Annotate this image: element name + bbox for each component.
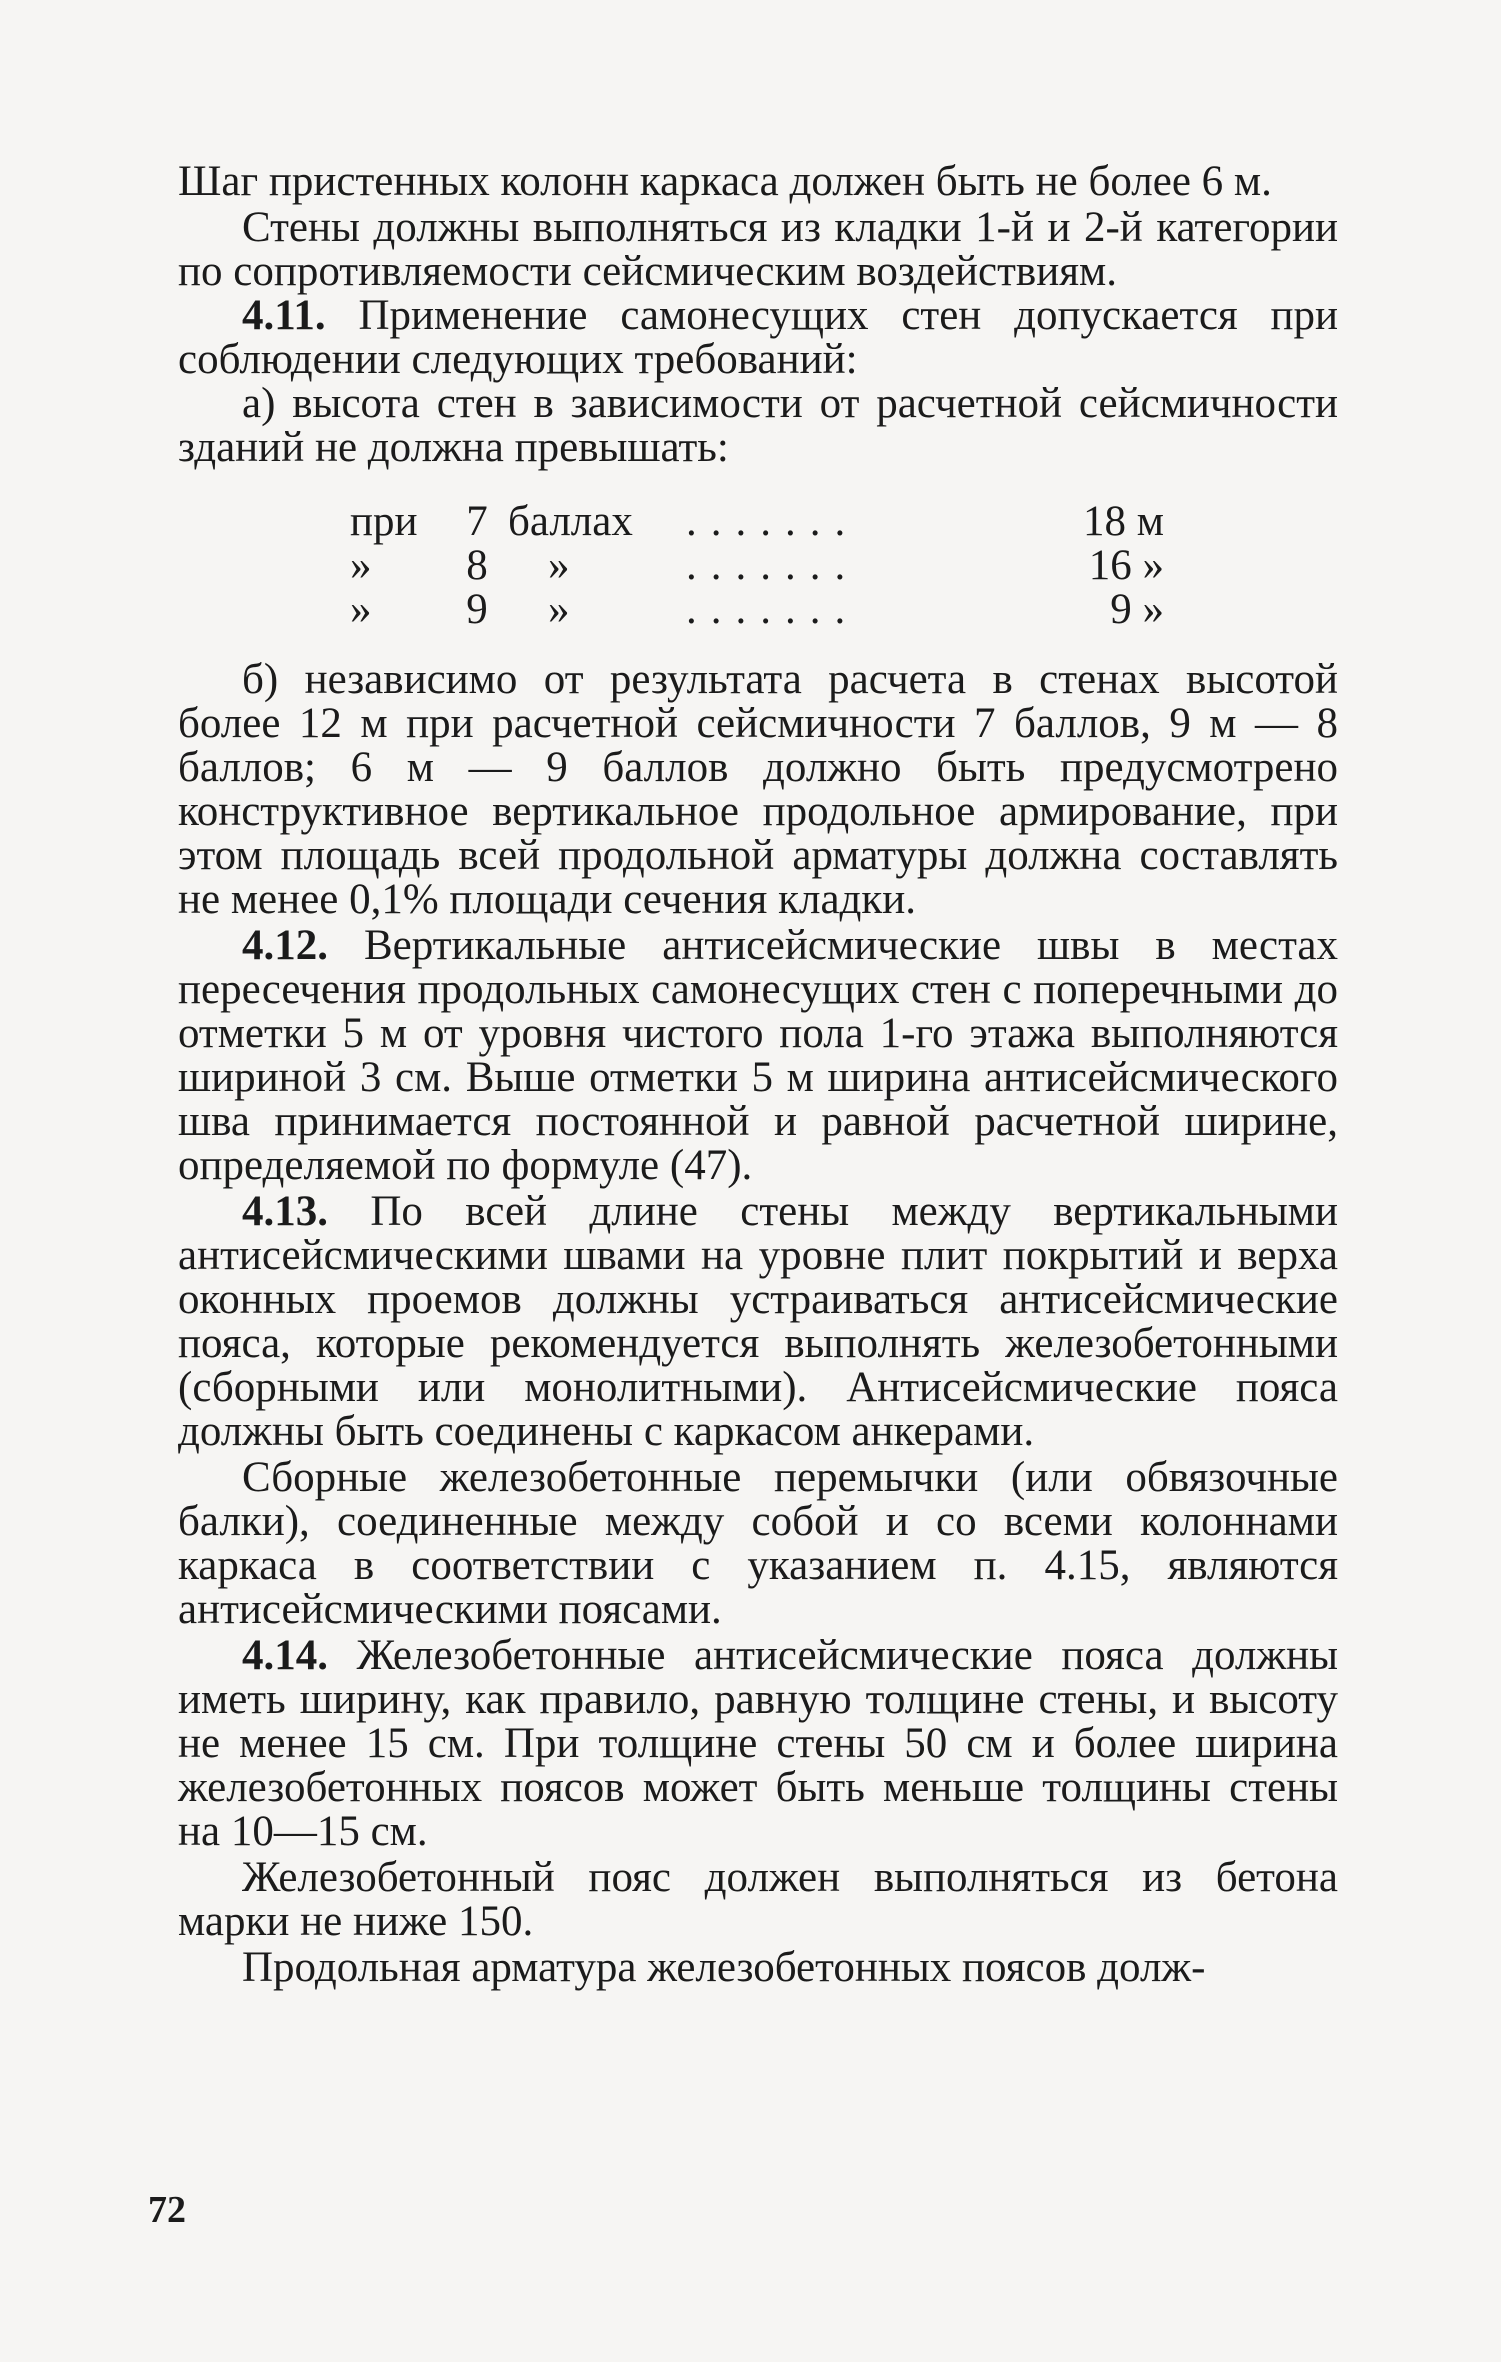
row-prefix: при bbox=[350, 498, 418, 545]
section-4-13 bbox=[178, 1190, 1338, 1454]
section-number: 4.13. bbox=[242, 1188, 328, 1235]
row-value: 18 м bbox=[1083, 498, 1164, 545]
row-word: баллах bbox=[508, 498, 633, 545]
row-number: 7 bbox=[466, 498, 488, 545]
row-prefix: » bbox=[350, 586, 372, 633]
paragraph-item-a: а) высота стен в зависимости от расчетной сейсмичности зданий не должна превышать: bbox=[178, 380, 1338, 471]
row-value: 16 » bbox=[1088, 542, 1164, 589]
section-text: Вертикальные антисейсмические швы в местах пересечения продольных самонесущих стен с поперечными до отметки 5 м от уровня чистого пола 1-го этажа выполняются шириной 3 см. Выше отметки 5 м ширина антисейсмического шва принимается постоянной и равной расчетной ширине, определяемой по формуле (47). bbox=[178, 922, 1338, 1189]
table-row bbox=[350, 500, 1338, 544]
paragraph-prefab-lintels: Сборные железобетонные перемычки (или обвязочные балки), соединенные между собой и со всеми колоннами каркаса в соответствии с указанием п. 4.15, являются антисейсмическими поясами. bbox=[178, 1454, 1338, 1633]
paragraph-masonry-category: Стены должны выполняться из кладки 1-й и 2-й категории по сопротивляемости сейсмическим воздействиям. bbox=[178, 204, 1338, 295]
row-number: 9 bbox=[466, 586, 488, 633]
row-word: » bbox=[548, 586, 570, 633]
section-number: 4.11. bbox=[242, 292, 326, 339]
page-number: 72 bbox=[148, 2189, 186, 2231]
paragraph-concrete-grade: Железобетонный пояс должен выполняться из бетона марки не ниже 150. bbox=[178, 1854, 1338, 1945]
row-word: » bbox=[548, 542, 570, 589]
paragraph-longitudinal-rebar: Продольная арматура железобетонных поясов долж- bbox=[242, 1944, 1206, 1991]
page-body bbox=[178, 160, 1338, 1990]
wall-height-table bbox=[178, 500, 1338, 632]
section-4-12 bbox=[178, 924, 1338, 1188]
row-dots: ....... bbox=[686, 586, 860, 633]
section-text: По всей длине стены между вертикальными антисейсмическими швами на уровне плит покрытий и верха оконных проемов должны устраиваться антисейсмические пояса, которые рекомендуется выполнять железобетонными (сборными или монолитными). Антисейсмические пояса должны быть соединены с каркасом анкерами. bbox=[178, 1188, 1338, 1455]
paragraph-item-b: б) независимо от результата расчета в стенах высотой более 12 м при расчетной сейсмичности 7 баллов, 9 м — 8 баллов; 6 м — 9 баллов должно быть предусмотрено конструктивное вертикальное продольное армирование, при этом площадь всей продольной арматуры должна составлять не менее 0,1% площади сечения кладки. bbox=[178, 656, 1338, 923]
row-prefix: » bbox=[350, 542, 372, 589]
section-4-11 bbox=[178, 294, 1338, 382]
table-row bbox=[350, 544, 1338, 588]
section-number: 4.12. bbox=[242, 922, 328, 969]
section-4-14 bbox=[178, 1634, 1338, 1854]
row-value: 9 » bbox=[1110, 586, 1164, 633]
section-text: Железобетонные антисейсмические пояса должны иметь ширину, как правило, равную толщине стены, и высоту не менее 15 см. При толщине стены 50 см и более ширина железобетонных поясов может быть меньше толщины стены на 10—15 см. bbox=[178, 1632, 1338, 1855]
row-dots: ....... bbox=[686, 542, 860, 589]
section-text: Применение самонесущих стен допускается при соблюдении следующих требований: bbox=[178, 292, 1339, 383]
row-dots: ....... bbox=[686, 498, 860, 545]
paragraph-column-spacing: Шаг пристенных колонн каркаса должен быть не более 6 м. bbox=[178, 158, 1272, 205]
table-row bbox=[350, 588, 1338, 632]
row-number: 8 bbox=[466, 542, 488, 589]
section-number: 4.14. bbox=[242, 1632, 328, 1679]
